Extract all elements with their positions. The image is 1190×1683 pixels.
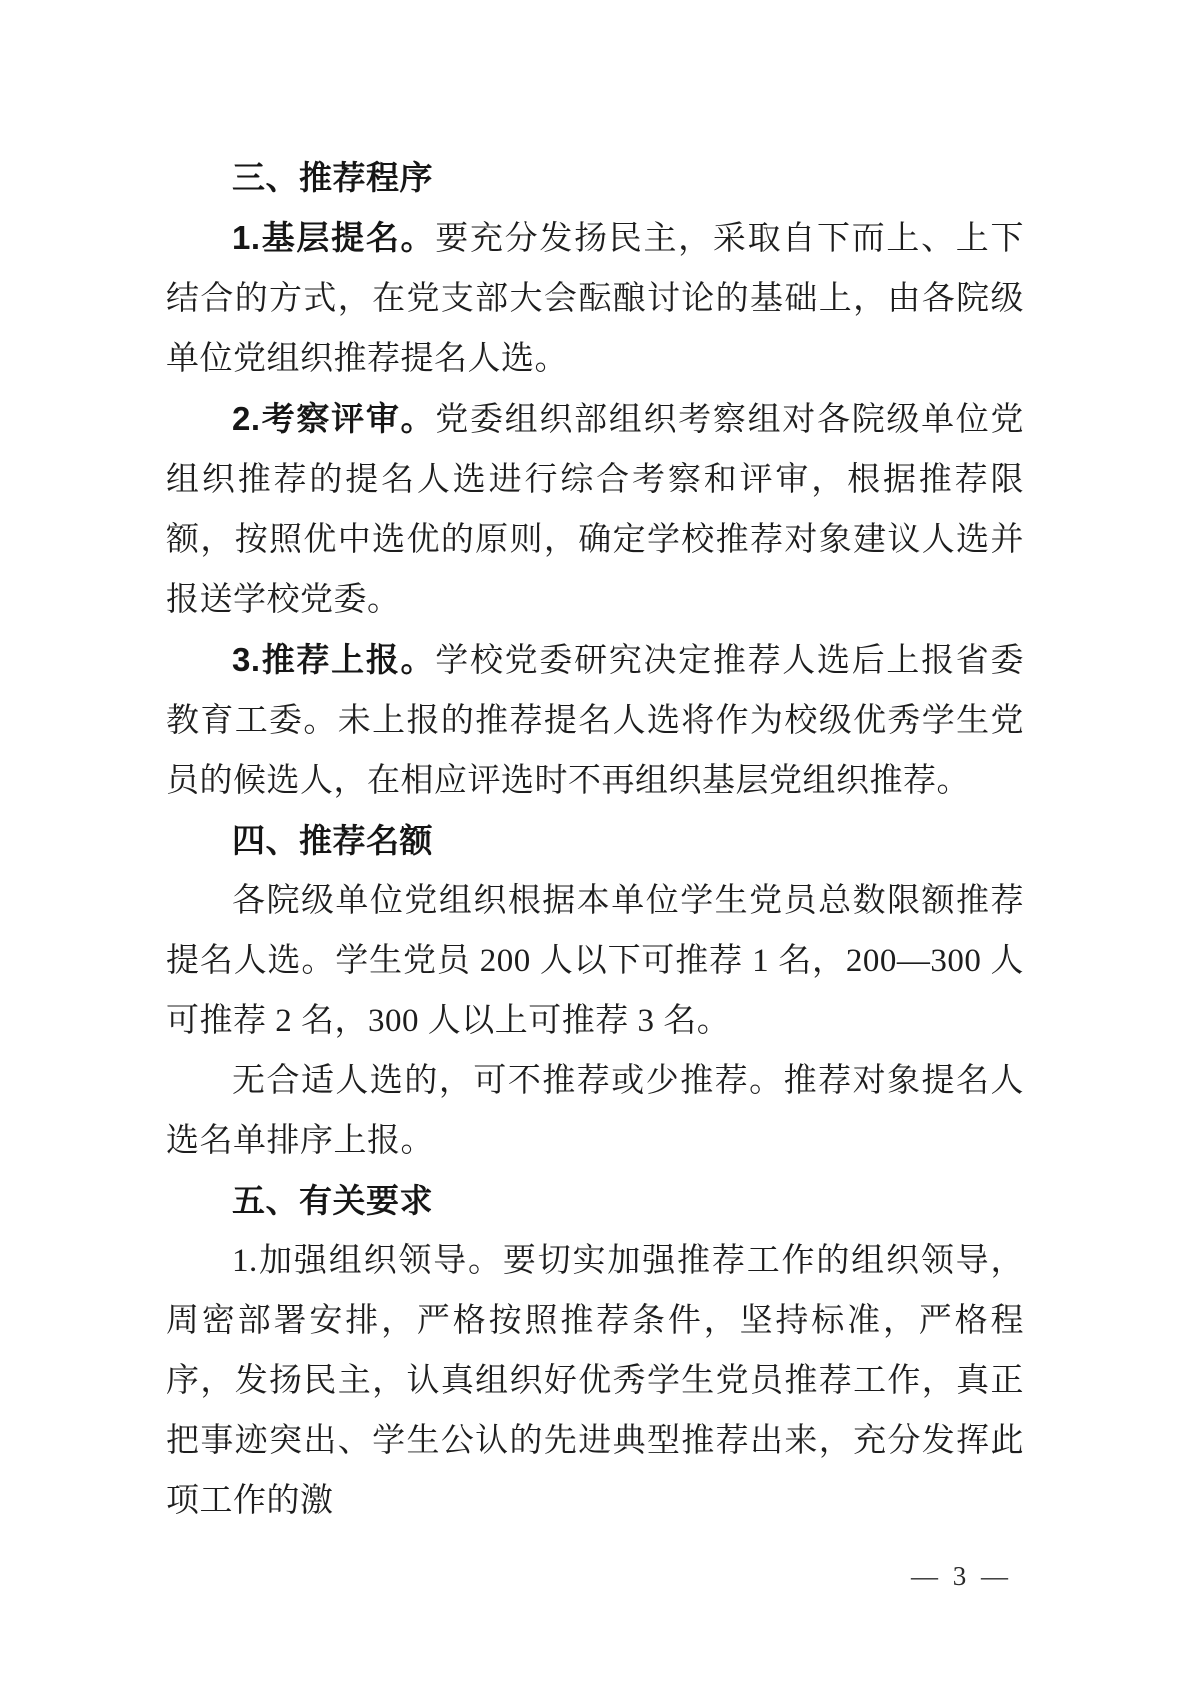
section-heading-quota: 四、推荐名额 [232,822,433,859]
page-number: — 3 — [911,1561,1012,1591]
paragraph-strengthen-leadership [166,1231,1024,1531]
paragraph-quota-rules [166,871,1024,1051]
paragraph-basic-nomination [166,208,1024,389]
paragraph-no-candidate [166,1051,1024,1171]
document-body [166,148,1024,1531]
paragraph-text-3: 学校党委研究决定推荐人选后上报省委教育工委。未上报的推荐提名人选将作为校级优秀学生党员的候选人，在相应评选时不再组织基层党组织推荐。 [166,643,1024,799]
paragraph-review [166,389,1024,630]
section-heading-requirements: 五、有关要求 [232,1182,433,1219]
paragraph-text-6: 无合适人选的，可不推荐或少推荐。推荐对象提名人选名单排序上报。 [166,1063,1024,1159]
paragraph-text-5: 各院级单位党组织根据本单位学生党员总数限额推荐提名人选。学生党员 200 人以下可推荐 1 名，200—300 人可推荐 2 名，300 人以上可推荐 3 名。 [166,883,1024,1039]
section-heading-procedure: 三、推荐程序 [232,159,433,196]
paragraph-text-1: 要充分发扬民主，采取自下而上、上下结合的方式，在党支部大会酝酿讨论的基础上，由各院级单位党组织推荐提名人选。 [166,221,1024,377]
paragraph-lead-2: 2.考察评审。 [232,400,436,437]
paragraph-text-8: 1.加强组织领导。要切实加强推荐工作的组织领导，周密部署安排，严格按照推荐条件，坚持标准，严格程序，发扬民主，认真组织好优秀学生党员推荐工作，真正把事迹突出、学生公认的先进典型推荐出来，充分发挥此项工作的激 [166,1243,1024,1519]
paragraph-text-2: 党委组织部组织考察组对各院级单位党组织推荐的提名人选进行综合考察和评审，根据推荐限额，按照优中选优的原则，确定学校推荐对象建议人选并报送学校党委。 [166,402,1024,618]
paragraph-lead-3: 3.推荐上报。 [232,641,436,678]
paragraph-lead-1: 1.基层提名。 [232,219,436,256]
paragraph-report-up [166,630,1024,811]
